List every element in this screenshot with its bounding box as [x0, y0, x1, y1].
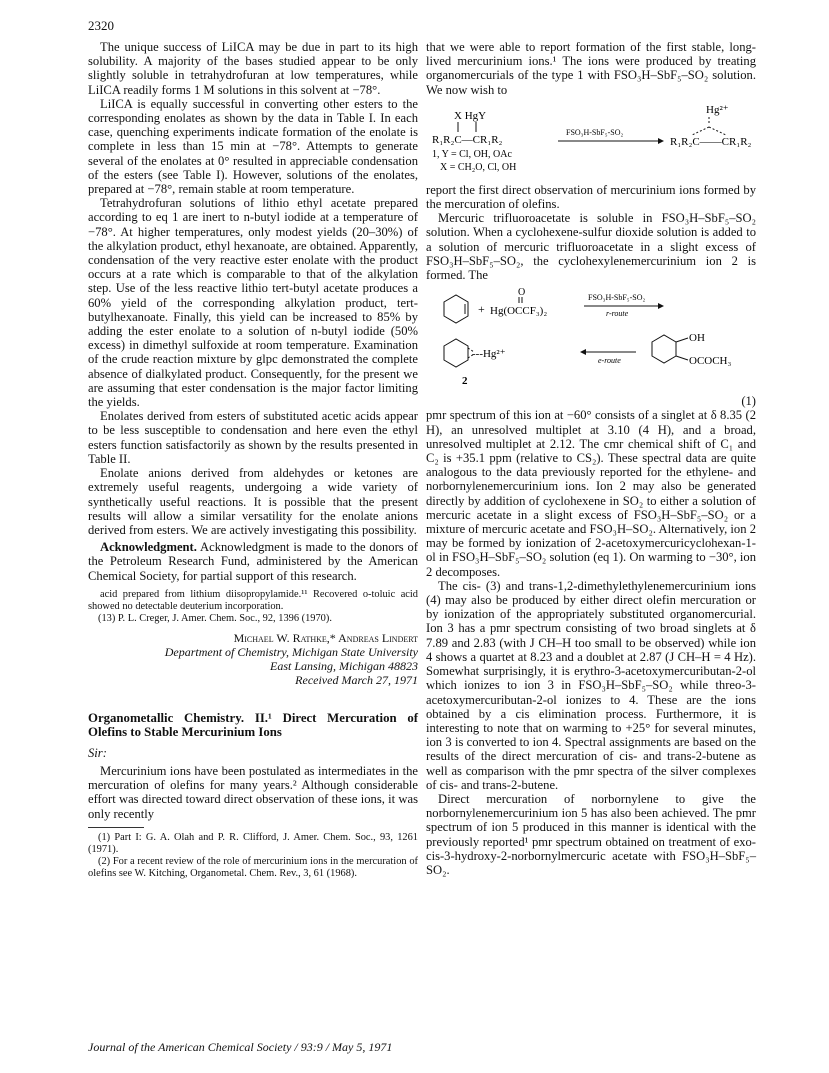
bond [676, 356, 688, 360]
scheme-1-drawing [426, 101, 756, 179]
affiliation: Department of Chemistry, Michigan State University [164, 644, 418, 659]
paragraph: Enolates derived from esters of substituted acetic acids appear to be less susceptible to condensation and here even the ethyl esters function satisfactorily as shown by the results presented in Table II. [88, 409, 418, 466]
acknowledgment [88, 540, 418, 583]
footnote-2: (2) For a recent review of the role of mercurinium ions in the mercuration of olefins see W. Kitching, Organometal. Chem. Rev., 3, 61 (1968). [88, 855, 418, 879]
paragraph-intro: Mercurinium ions have been postulated as intermediates in the mercuration of olefins for many years.² Although considerable effort was directed toward direct observation of these ions, it was only recently [88, 763, 418, 821]
scheme-1-left-mid: R₁R₂C—CR₁R₂ [432, 133, 503, 146]
acknowledgment-text: Acknowledgment is made to the donors of the Petroleum Research Fund, administered by the American Chemical Society, for partial support of this research. [88, 540, 418, 583]
journal-footer: Journal of the American Chemical Society / 93:9 / May 5, 1971 [88, 1040, 393, 1054]
acknowledgment-heading: Acknowledgment. [100, 540, 197, 555]
arrowhead [658, 303, 664, 309]
paragraph: that we were able to report formation of the first stable, long-lived mercurinium ions.¹ The ions were produced by treating organomercurials of the type 1 with FSO₃H–SbF₅–SO₂ solution. We now wish to [426, 40, 756, 97]
signature-block [88, 631, 418, 687]
mercurinium-ion: ---Hg²⁺ [472, 348, 506, 361]
scheme-1-right-top: Hg²⁺ [706, 103, 729, 116]
left-column [88, 40, 418, 880]
footnote: acid prepared from lithium diisopropylamide.¹¹ Recovered o-toluic acid showed no detectable deuterium incorporation. [88, 588, 418, 612]
footnote-13: (13) P. L. Creger, J. Amer. Chem. Soc., 92, 1396 (1970). [98, 612, 332, 624]
received-date: Received March 27, 1971 [295, 672, 418, 687]
cyclohexyl-ring [444, 339, 468, 367]
paragraph: The unique success of LiICA may be due in part to its high solubility. A majority of the bases studied appear to be only slightly soluble in tetrahydrofuran at low temperatures, while LiICA readily forms 1 M solutions in this solvent at −78°. [88, 40, 418, 97]
scheme-1-label-x: X = CH₂O, Cl, OH [440, 161, 517, 173]
reaction-scheme-2 [426, 286, 756, 390]
plus-sign: + [478, 302, 485, 317]
paragraph: Enolate anions derived from aldehydes or ketones are extremely useful reagents, undergoing a wide variety of synthetically useful reactions. It is possible that the present results will allow a similar versatility for the enolate anions derived from esters. We are actively investigating this possibility. [88, 466, 418, 537]
paragraph: Tetrahydrofuran solutions of lithio ethyl acetate prepared according to eq 1 are inert to n-butyl iodide at a temperature of −78°. At higher temperatures, only modest yields (20–30%) of the alkylation product, ethyl hexanoate, are obtained. Apparently, condensation of the very reactive ester enolate with the product occurs at a rate which is comparable to that of the alkylation step. Use of the less reactive lithio tert-butyl acetate produces a 60% yield of the corresponding alkylation product, tert-butylhexanoate. Finally, this yield can be increased to 85% by adding the ester enolate to a solution of n-butyl iodide (50% excess) in dimethyl sulfoxide at room temperature. Examination of the crude reaction mixture by glpc demonstrated the complete absence of dialkylated product. Consequently, for the present we are assuming that ester condensation is the major factor limiting the yields. [88, 196, 418, 410]
paragraph: Mercuric trifluoroacetate is soluble in FSO₃H–SbF₅–SO₂ solution. When a cyclohexene-sulfur dioxide solution is added to a solution of mercuric trifluoroacetate in a slight excess of FSO₃H–SbF₅–SO₂, the cyclohexylenemercurinium ion 2 is formed. The [426, 211, 756, 283]
reaction-scheme-1 [426, 101, 756, 179]
scheme-1-right-mid: R₁R₂C——CR₁R₂ [670, 135, 752, 148]
paragraph: Direct mercuration of norbornylene to give the norbornylenemercurinium ion 5 has also been achieved. The pmr spectrum of ion 5 produced in this manner is identical with the previously reported¹ pmr spectrum obtained on treatment of exo-cis-3-hydroxy-2-norbornylmercuric acetate with FSO₃H–SbF₅–SO₂. [426, 791, 756, 877]
arrowhead [580, 349, 586, 355]
footnote-1: (1) Part I: G. A. Olah and P. R. Clifford, J. Amer. Chem. Soc., 93, 1261 (1971). [88, 831, 418, 855]
authors: Michael W. Rathke,* Andreas Lindert [233, 630, 418, 645]
bond [709, 127, 726, 135]
paragraph: LiICA is equally successful in converting other esters to the corresponding enolates as shown by the data in Table I. In each case, quenching experiments indicate formation of the enolate is complete in less than 15 min at −78°. Attempts to generate several of the enolates at 0° resulted in appreciable condensation of the esters (see Table I). However, solutions of the enolates, prepared at −78°, remain stable at room temperature. [88, 96, 418, 197]
scheme-1-arrow-label: FSO₃H-SbF₅-SO₂ [566, 127, 624, 137]
compound-2-label: 2 [462, 375, 468, 388]
scheme-2-drawing [426, 286, 756, 390]
cyclohexane-ring [652, 335, 676, 363]
equation-number: (1) [741, 394, 756, 409]
e-route-label: e-route [598, 356, 621, 366]
scheme-2-arrow-label: FSO₃H-SbF₅-SO₂ [588, 293, 646, 303]
r-route-label: r-route [606, 309, 629, 319]
carbonyl-o: O [518, 287, 526, 299]
mercuric-trifluoroacetate: Hg(OCCF₃)₂ [490, 305, 548, 318]
affiliation-city: East Lansing, Michigan 48823 [269, 658, 418, 673]
scheme-1-left-top: X HgY [454, 109, 487, 122]
hydroxyl-group: OH [689, 332, 705, 345]
bond [676, 338, 688, 342]
article-title: Organometallic Chemistry. II.¹ Direct Mercuration of Olefins to Stable Mercurinium Ions [88, 710, 418, 740]
paragraph: pmr spectrum of this ion at −60° consists of a singlet at δ 8.35 (2 H), an unresolved multiplet at 3.10 (4 H), and a broad, unresolved multiplet at 2.12. The cmr chemical shift of C₁ and C₂ is +35.1 ppm (relative to CS₂). These spectral data are quite analogous to the data previously reported for the ethylene- and norbornylenemercurinium ions. Ion 2 may also be generated directly by addition of cyclohexene in SO₂ to either a solution of mercuric acetate in a slight excess of FSO₃H–SbF₅–SO₂ or a mixture of mercuric acetate and FSO₃H–SO₂. Alternatively, ion 2 may be formed by ionization of 2-acetoxymercuricyclohexan-1-ol in FSO₃H–SbF₅–SO₂ solution (eq 1). On warming to −30°, ion 2 decomposes. [426, 408, 756, 579]
arrowhead [658, 138, 664, 144]
salutation: Sir: [88, 745, 107, 760]
acetoxy-group: OCOCH₃ [689, 355, 732, 368]
footnote-rule [88, 827, 144, 828]
scheme-1-label-y: 1, Y = Cl, OH, OAc [432, 148, 512, 160]
paragraph: report the first direct observation of mercurinium ions formed by the mercuration of olefins. [426, 182, 756, 212]
right-column [426, 40, 756, 877]
bond [692, 127, 709, 135]
cyclohexene-ring [444, 295, 468, 323]
page-number: 2320 [88, 18, 114, 33]
paragraph: The cis- (3) and trans-1,2-dimethylethylenemercurinium ions (4) may also be produced by either direct olefin mercuration or by ionization of the appropriately substituted organomercurial. Ion 3 has a pmr spectrum consisting of two broad singlets at δ 7.89 and 2.83 (with J CH–H too small to be observed) while ion 4 shows a quartet at 8.23 and a doublet at 2.87 (J CH–H = 4 Hz). Somewhat surprisingly, it is erythro-3-acetoxymercuributan-2-ol which ionizes to ion 3 in FSO₃H–SbF₅–SO₂ while threo-3-acetoxymercuributan-2-ol ionizes to 4. These are the ions obtained by a cis elimination process. Furthermore, it is interesting to note that on warming to +25° for several minutes, ion 3 is converted to ion 4. Spectral assignments are based on the results of the direct mercuration of cis- and trans-2-butene as well as comparison with the pmr spectra of the silver complexes of cis- and trans-2-butene. [426, 578, 756, 792]
